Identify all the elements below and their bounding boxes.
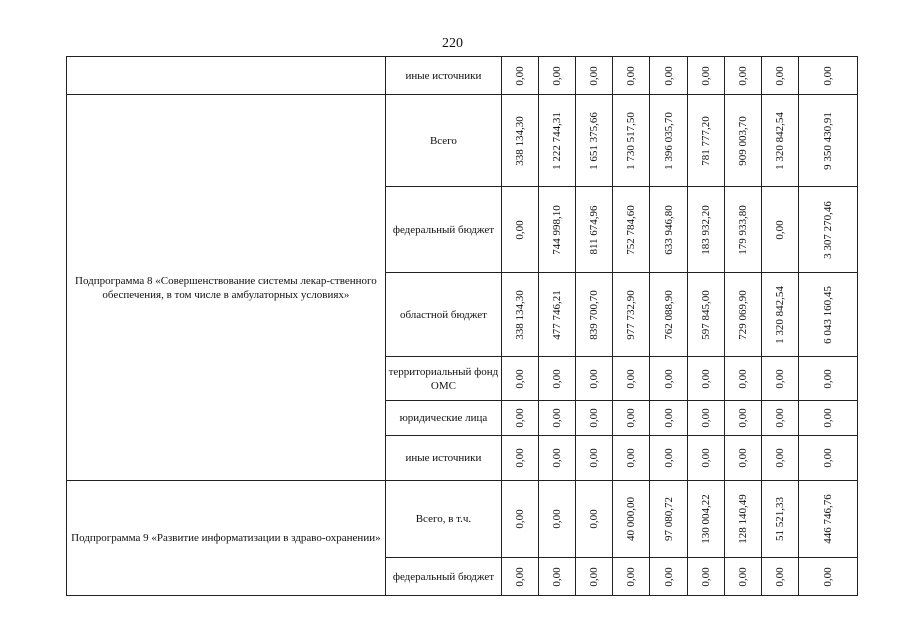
value-cell (539, 436, 576, 481)
value-cell (724, 187, 761, 273)
value-cell (687, 357, 724, 401)
value-text: 1 651 375,66 (588, 111, 601, 170)
value-text: 446 746,76 (821, 494, 834, 544)
value-cell (724, 481, 761, 558)
value-text: 752 784,60 (625, 204, 638, 255)
value-cell (502, 273, 539, 357)
value-text: 0,00 (588, 368, 601, 389)
value-text: 0,00 (821, 368, 834, 389)
value-text: 633 946,80 (662, 204, 675, 255)
value-text: 0,00 (821, 566, 834, 587)
value-text: 3 307 270,46 (821, 200, 834, 259)
value-text: 762 088,90 (662, 289, 675, 340)
value-text: 0,00 (736, 448, 749, 468)
value-text: 97 080,72 (662, 497, 675, 541)
value-cell (650, 436, 687, 481)
value-text: 40 000,00 (625, 497, 638, 541)
value-text: 0,00 (821, 448, 834, 468)
value-text: 0,00 (588, 448, 601, 468)
value-text: 0,00 (773, 408, 786, 428)
value-cell (502, 436, 539, 481)
value-text: 0,00 (662, 368, 675, 389)
value-text: 6 043 160,45 (821, 285, 834, 344)
value-text: 781 777,20 (699, 115, 712, 166)
value-text: 0,00 (662, 65, 675, 86)
value-cell (576, 95, 613, 187)
value-cell (650, 481, 687, 558)
value-text: 0,00 (514, 408, 527, 428)
value-cell (576, 187, 613, 273)
value-cell (650, 57, 687, 95)
program-cell-8: Подпрограмма 8 «Совершенствование системы лекар-ственного обеспечения, в том числе в амбулаторных условиях» (67, 95, 386, 481)
source-cell: Всего (385, 95, 501, 187)
value-cell (798, 273, 857, 357)
value-cell (576, 436, 613, 481)
value-cell (687, 401, 724, 436)
source-cell: областной бюджет (385, 273, 501, 357)
value-cell (539, 481, 576, 558)
source-cell: Всего, в т.ч. (385, 481, 501, 558)
value-text: 744 998,10 (551, 204, 564, 255)
value-text: 0,00 (699, 448, 712, 468)
value-text: 0,00 (625, 566, 638, 587)
value-text: 0,00 (551, 368, 564, 389)
value-cell (798, 401, 857, 436)
value-text: 0,00 (625, 448, 638, 468)
value-text: 909 003,70 (736, 115, 749, 166)
value-text: 0,00 (821, 408, 834, 428)
value-cell (724, 357, 761, 401)
value-text: 0,00 (821, 65, 834, 86)
value-cell (613, 558, 650, 596)
value-text: 0,00 (551, 65, 564, 86)
value-text: 0,00 (736, 408, 749, 428)
value-cell (650, 95, 687, 187)
value-cell (613, 357, 650, 401)
value-cell (761, 57, 798, 95)
value-text: 0,00 (514, 219, 527, 240)
source-cell: территориальный фонд ОМС (385, 357, 501, 401)
value-cell (724, 95, 761, 187)
value-cell (798, 558, 857, 596)
value-cell (761, 187, 798, 273)
value-text: 811 674,96 (588, 204, 601, 255)
source-cell: юридические лица (385, 401, 501, 436)
value-text: 0,00 (699, 65, 712, 86)
value-cell (539, 57, 576, 95)
value-text: 0,00 (551, 448, 564, 468)
value-cell (650, 273, 687, 357)
value-cell (761, 401, 798, 436)
value-text: 0,00 (514, 566, 527, 587)
value-text: 0,00 (699, 408, 712, 428)
value-text: 0,00 (588, 408, 601, 428)
value-text: 597 845,00 (699, 289, 712, 340)
value-cell (687, 57, 724, 95)
value-cell (687, 481, 724, 558)
table-row (67, 481, 858, 558)
value-text: 0,00 (662, 448, 675, 468)
value-text: 1 730 517,50 (625, 111, 638, 170)
value-cell (798, 436, 857, 481)
value-text: 0,00 (773, 448, 786, 468)
value-cell (761, 481, 798, 558)
value-cell (502, 57, 539, 95)
value-text: 0,00 (773, 65, 786, 86)
value-cell (761, 273, 798, 357)
value-cell (724, 436, 761, 481)
value-cell (687, 558, 724, 596)
value-text: 477 746,21 (551, 289, 564, 340)
table-row (67, 57, 858, 95)
program-cell-9: Подпрограмма 9 «Развитие информатизации в здраво-охранении» (67, 481, 386, 596)
value-text: 0,00 (551, 509, 564, 529)
value-text: 130 004,22 (699, 494, 712, 544)
value-text: 0,00 (625, 65, 638, 86)
value-cell (613, 273, 650, 357)
value-cell (539, 401, 576, 436)
value-cell (576, 57, 613, 95)
source-cell: федеральный бюджет (385, 558, 501, 596)
value-cell (613, 436, 650, 481)
value-cell (502, 357, 539, 401)
value-text: 1 320 842,54 (773, 285, 786, 344)
value-cell (761, 436, 798, 481)
value-text: 1 396 035,70 (662, 111, 675, 170)
value-cell (761, 95, 798, 187)
value-text: 0,00 (736, 566, 749, 587)
value-text: 0,00 (588, 509, 601, 529)
value-cell (576, 481, 613, 558)
value-cell (650, 558, 687, 596)
value-text: 179 933,80 (736, 204, 749, 255)
source-cell: федеральный бюджет (385, 187, 501, 273)
value-text: 0,00 (514, 509, 527, 529)
value-text: 977 732,90 (625, 289, 638, 340)
source-cell: иные источники (385, 57, 501, 95)
source-cell: иные источники (385, 436, 501, 481)
value-text: 0,00 (736, 65, 749, 86)
value-cell (613, 57, 650, 95)
value-cell (724, 273, 761, 357)
value-cell (761, 558, 798, 596)
table-body (67, 57, 858, 596)
value-cell (539, 558, 576, 596)
value-text: 183 932,20 (699, 204, 712, 255)
value-text: 1 320 842,54 (773, 111, 786, 170)
value-cell (761, 357, 798, 401)
value-cell (613, 481, 650, 558)
value-cell (576, 401, 613, 436)
value-text: 0,00 (625, 408, 638, 428)
value-text: 0,00 (773, 566, 786, 587)
value-cell (687, 187, 724, 273)
value-text: 0,00 (588, 566, 601, 587)
value-cell (798, 187, 857, 273)
value-text: 729 069,90 (736, 289, 749, 340)
value-cell (539, 187, 576, 273)
value-cell (613, 401, 650, 436)
value-text: 0,00 (699, 566, 712, 587)
value-text: 0,00 (662, 566, 675, 587)
value-cell (798, 357, 857, 401)
value-text: 0,00 (551, 408, 564, 428)
financing-table (66, 56, 858, 596)
value-text: 0,00 (699, 368, 712, 389)
table-row (67, 95, 858, 187)
value-cell (650, 187, 687, 273)
value-cell (539, 357, 576, 401)
value-text: 0,00 (551, 566, 564, 587)
value-cell (687, 95, 724, 187)
value-text: 338 134,30 (514, 115, 527, 166)
value-cell (798, 57, 857, 95)
value-text: 9 350 430,91 (821, 111, 834, 170)
value-cell (502, 187, 539, 273)
value-text: 839 700,70 (588, 289, 601, 340)
value-cell (613, 187, 650, 273)
value-text: 1 222 744,31 (551, 111, 564, 170)
value-cell (613, 95, 650, 187)
value-text: 51 521,33 (773, 497, 786, 541)
value-text: 0,00 (736, 368, 749, 389)
value-text: 0,00 (514, 368, 527, 389)
value-text: 128 140,49 (736, 494, 749, 544)
value-text: 0,00 (514, 65, 527, 86)
value-cell (724, 558, 761, 596)
value-cell (539, 273, 576, 357)
value-text: 0,00 (773, 219, 786, 240)
value-text: 0,00 (588, 65, 601, 86)
value-cell (539, 95, 576, 187)
value-cell (687, 436, 724, 481)
value-cell (576, 558, 613, 596)
value-cell (724, 57, 761, 95)
value-cell (502, 481, 539, 558)
value-cell (798, 95, 857, 187)
value-cell (502, 401, 539, 436)
value-cell (576, 357, 613, 401)
value-text: 0,00 (662, 408, 675, 428)
value-cell (502, 558, 539, 596)
page-number: 220 (442, 36, 463, 51)
value-cell (650, 401, 687, 436)
value-cell (798, 481, 857, 558)
value-text: 0,00 (625, 368, 638, 389)
value-text: 338 134,30 (514, 289, 527, 340)
value-text: 0,00 (514, 448, 527, 468)
value-text: 0,00 (773, 368, 786, 389)
value-cell (687, 273, 724, 357)
program-cell-continued (67, 57, 386, 95)
value-cell (576, 273, 613, 357)
value-cell (650, 357, 687, 401)
value-cell (502, 95, 539, 187)
value-cell (724, 401, 761, 436)
